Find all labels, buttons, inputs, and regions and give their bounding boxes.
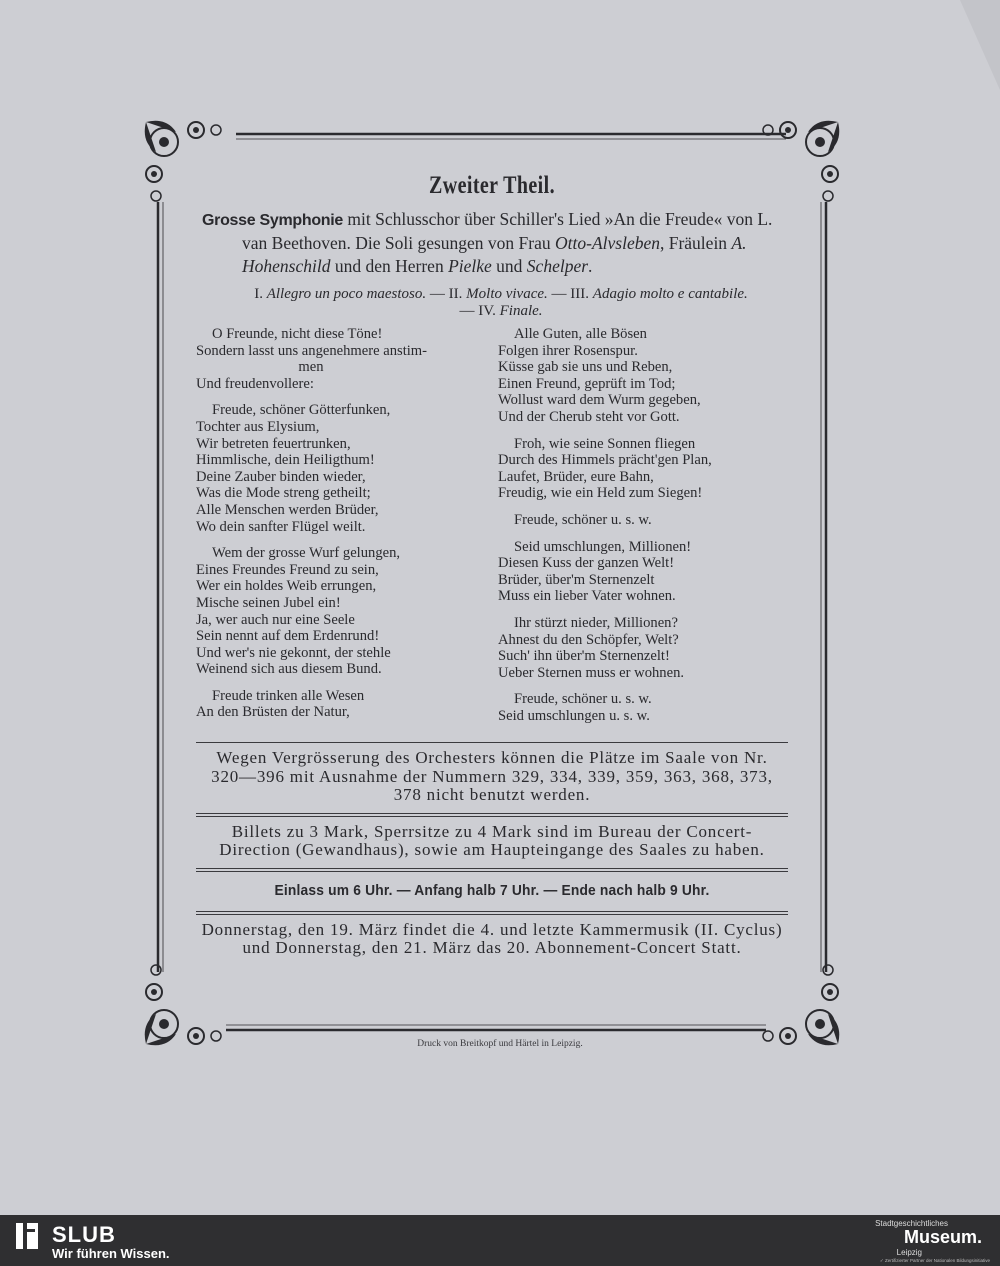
poem-line: Sondern lasst uns angenehmere anstim- xyxy=(196,342,428,359)
poem-stanza xyxy=(498,615,788,681)
divider xyxy=(196,742,788,743)
movement-number: — II. xyxy=(426,286,467,302)
poem-line: Ueber Sternen muss er wohnen. xyxy=(498,664,685,681)
poem-line: Ahnest du den Schöpfer, Welt? xyxy=(498,631,679,648)
poem-column-right xyxy=(498,326,788,734)
printer-imprint: Druck von Breitkopf und Härtel in Leipzig. xyxy=(417,1039,583,1049)
poem-stanza xyxy=(498,512,788,529)
poem-line: Folgen ihrer Rosenspur. xyxy=(498,342,638,359)
museum-label: Stadtgeschichtliches xyxy=(875,1219,948,1228)
divider xyxy=(196,813,788,817)
poem-line: Froh, wie seine Sonnen fliegen xyxy=(514,435,696,452)
poem-line: men xyxy=(298,359,324,376)
poem-text xyxy=(196,326,788,734)
soloist-name: Schelper xyxy=(526,256,589,276)
divider xyxy=(196,868,788,872)
poem-line: Ihr stürzt nieder, Millionen? xyxy=(514,614,678,631)
poem-line: Und wer's nie gekonnt, der stehle xyxy=(196,644,391,661)
section-heading: Zweiter Theil. xyxy=(429,172,555,199)
movement-number: — III. xyxy=(547,286,593,302)
poem-line: Und der Cherub steht vor Gott. xyxy=(498,408,680,425)
poem-line: Einen Freund, geprüft im Tod; xyxy=(498,375,676,392)
poem-line: Wem der grosse Wurf gelungen, xyxy=(212,545,401,562)
poem-line: Wer ein holdes Weib errungen, xyxy=(196,578,377,595)
poem-line: Freude, schöner Götterfunken, xyxy=(212,402,391,419)
poem-line: Freudig, wie ein Held zum Siegen! xyxy=(498,485,703,502)
poem-line: Wir betreten feuertrunken, xyxy=(196,435,351,452)
poem-column-left xyxy=(196,326,486,734)
poem-stanza xyxy=(196,402,486,535)
movement-name: Adagio molto e cantabile. xyxy=(592,286,748,302)
movement-list xyxy=(196,286,788,320)
poem-line: Küsse gab sie uns und Reben, xyxy=(498,359,673,376)
poem-line: Sein nennt auf dem Erdenrund! xyxy=(196,628,380,645)
poem-line: Freude, schöner u. s. w. xyxy=(514,691,652,708)
ticket-notice: Billets zu 3 Mark, Sperrsitze zu 4 Mark sind im Bureau der Concert-Direction (Gewandhaus), sowie am Haupteingange des Saales zu haben. xyxy=(219,821,765,860)
poem-line: Brüder, über'm Sternenzelt xyxy=(498,571,655,588)
poem-line: O Freunde, nicht diese Töne! xyxy=(212,326,383,342)
poem-stanza xyxy=(196,688,486,721)
ornament-bottom-left xyxy=(145,965,221,1045)
library-tagline: Wir führen Wissen. xyxy=(52,1246,170,1261)
ornament-bottom-right xyxy=(763,965,839,1045)
poem-line: Mische seinen Jubel ein! xyxy=(196,594,341,611)
museum-city: Leipzig xyxy=(896,1248,922,1257)
movement-number: I. xyxy=(254,286,267,302)
symphony-description xyxy=(196,208,788,278)
soloist-name: Pielke xyxy=(448,256,492,276)
poem-line: Seid umschlungen u. s. w. xyxy=(498,707,650,724)
footer-bar xyxy=(0,1215,1000,1266)
movement-name: Allegro un poco maestoso. xyxy=(266,286,427,302)
poem-line: Seid umschlungen, Millionen! xyxy=(514,538,692,555)
movement-number: — IV. xyxy=(459,303,500,319)
poem-line: Freude trinken alle Wesen xyxy=(212,687,365,704)
intro-text: mit Schlusschor über Schiller's Lied »An die Freude« von L. van Beethoven. Die Soli gesungen von Frau xyxy=(242,209,773,253)
poem-line: Tochter aus Elysium, xyxy=(196,418,320,435)
museum-name: Museum. xyxy=(903,1227,982,1247)
poem-line: Wollust ward dem Wurm gegeben, xyxy=(498,392,701,409)
folded-corner xyxy=(960,0,1000,90)
program-content xyxy=(196,172,788,958)
poem-line: Ja, wer auch nur eine Seele xyxy=(196,611,355,628)
upcoming-concerts-notice: Donnerstag, den 19. März findet die 4. und letzte Kammermusik (II. Cyclus) und Donnerstag, den 21. März das 20. Abonnement-Concert Statt. xyxy=(201,919,783,958)
intro-text: und xyxy=(491,256,527,276)
poem-line: Eines Freundes Freund zu sein, xyxy=(196,561,379,578)
concert-times: Einlass um 6 Uhr. — Anfang halb 7 Uhr. — Ende nach halb 9 Uhr. xyxy=(274,881,710,899)
poem-line: Weinend sich aus diesem Bund. xyxy=(196,661,382,678)
poem-line: Muss ein lieber Vater wohnen. xyxy=(498,588,676,605)
slub-logo-icon xyxy=(14,1221,42,1255)
poem-line: Alle Guten, alle Bösen xyxy=(514,326,647,342)
poem-line: An den Brüsten der Natur, xyxy=(196,704,350,721)
poem-line: Himmlische, dein Heiligthum! xyxy=(196,452,375,469)
movement-name: Finale. xyxy=(499,303,543,319)
poem-line: Diesen Kuss der ganzen Welt! xyxy=(498,555,675,572)
movement-name: Molto vivace. xyxy=(466,286,548,302)
poem-line: Wo dein sanfter Flügel weilt. xyxy=(196,518,366,535)
intro-text: und den Herren xyxy=(330,256,449,276)
soloist-name: A. Hohenschild xyxy=(242,233,747,276)
poem-line: Laufet, Brüder, eure Bahn, xyxy=(498,468,654,485)
soloist-name: Otto-Alvsleben xyxy=(555,233,660,253)
poem-line: Und freudenvollere: xyxy=(196,375,314,392)
library-name: SLUB xyxy=(52,1222,116,1247)
divider xyxy=(196,911,788,915)
poem-line: Freude, schöner u. s. w. xyxy=(514,511,652,528)
poem-line: Alle Menschen werden Brüder, xyxy=(196,501,379,518)
poem-line: Was die Mode streng getheilt; xyxy=(196,485,371,502)
poem-line: Durch des Himmels prächt'gen Plan, xyxy=(498,452,712,469)
work-title: Grosse Symphonie xyxy=(202,212,344,229)
poem-line: Such' ihn über'm Sternenzelt! xyxy=(498,648,670,665)
intro-text: . xyxy=(588,256,593,276)
poem-stanza xyxy=(498,326,788,426)
intro-text: , Fräulein xyxy=(659,233,732,253)
poem-line: Deine Zauber binden wieder, xyxy=(196,468,366,485)
poem-stanza xyxy=(196,545,486,678)
poem-stanza xyxy=(196,326,486,392)
orchestra-notice: Wegen Vergrösserung des Orchesters können die Plätze im Saale von Nr. 320—396 mit Ausnahme der Nummern 329, 334, 339, 359, 363, 368, 373, 378 nicht benutzt werden. xyxy=(211,748,773,805)
poem-stanza xyxy=(498,691,788,724)
poem-stanza xyxy=(498,436,788,502)
poem-stanza xyxy=(498,539,788,605)
museum-partner-note: ✓ Zertifizierter Partner der Nationalen Bildungsinitiative xyxy=(879,1258,990,1263)
